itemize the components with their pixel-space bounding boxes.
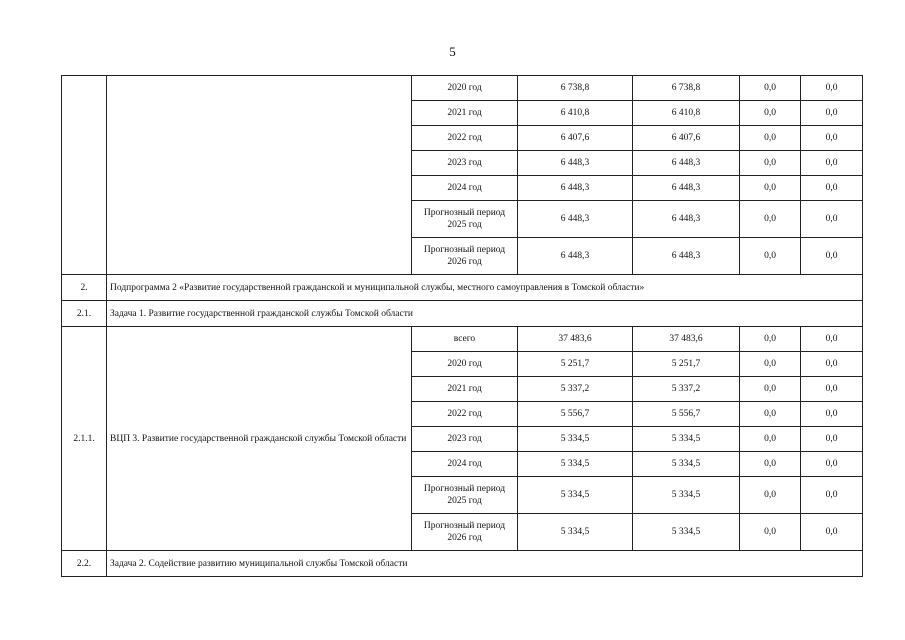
period-cell: 2021 год [412,377,518,402]
federal-value-cell: 0,0 [740,76,801,101]
task-number: 2.1. [62,301,107,327]
table-row [62,327,863,352]
period-cell: 2023 год [412,427,518,452]
total-value-cell: 37 483,6 [518,327,633,352]
local-value-cell: 0,0 [801,352,863,377]
regional-value-cell: 5 334,5 [633,514,740,551]
regional-value-cell: 6 448,3 [633,151,740,176]
total-value-cell: 6 448,3 [518,201,633,238]
period-cell: 2022 год [412,402,518,427]
total-value-cell: 5 334,5 [518,477,633,514]
period-label: Прогнозный период [423,208,506,218]
period-cell: 2024 год [412,176,518,201]
task-row [62,301,863,327]
measure-name: ВЦП 3. Развитие государственной гражданской службы Томской области [107,327,412,551]
federal-value-cell: 0,0 [740,352,801,377]
regional-value-cell: 6 448,3 [633,238,740,275]
local-value-cell: 0,0 [801,477,863,514]
local-value-cell: 0,0 [801,238,863,275]
regional-value-cell: 5 334,5 [633,477,740,514]
regional-value-cell: 37 483,6 [633,327,740,352]
total-value-cell: 6 448,3 [518,238,633,275]
federal-value-cell: 0,0 [740,126,801,151]
regional-value-cell: 6 407,6 [633,126,740,151]
local-value-cell: 0,0 [801,176,863,201]
period-cell [412,477,518,514]
period-year: 2025 год [447,220,482,230]
row-name-cell [107,76,412,275]
table-row [62,76,863,101]
page-number: 5 [449,44,456,59]
period-label: Прогнозный период [423,245,506,255]
local-value-cell: 0,0 [801,151,863,176]
subprogram-number: 2. [62,275,107,301]
federal-value-cell: 0,0 [740,402,801,427]
total-value-cell: 5 334,5 [518,514,633,551]
federal-value-cell: 0,0 [740,377,801,402]
regional-value-cell: 5 334,5 [633,427,740,452]
local-value-cell: 0,0 [801,126,863,151]
federal-value-cell: 0,0 [740,201,801,238]
total-value-cell: 5 556,7 [518,402,633,427]
period-cell [412,201,518,238]
local-value-cell: 0,0 [801,327,863,352]
period-year: 2026 год [447,257,482,267]
period-cell: 2023 год [412,151,518,176]
local-value-cell: 0,0 [801,427,863,452]
local-value-cell: 0,0 [801,201,863,238]
federal-value-cell: 0,0 [740,101,801,126]
period-cell: 2020 год [412,352,518,377]
federal-value-cell: 0,0 [740,452,801,477]
federal-value-cell: 0,0 [740,151,801,176]
regional-value-cell: 5 556,7 [633,402,740,427]
total-value-cell: 6 410,8 [518,101,633,126]
local-value-cell: 0,0 [801,76,863,101]
task-title: Задача 1. Развитие государственной гражданской службы Томской области [107,301,863,327]
period-year: 2026 год [447,533,482,543]
row-number-cell [62,76,107,275]
task-title: Задача 2. Содействие развитию муниципальной службы Томской области [107,551,863,577]
regional-value-cell: 6 448,3 [633,201,740,238]
federal-value-cell: 0,0 [740,514,801,551]
task-number: 2.2. [62,551,107,577]
period-cell: 2024 год [412,452,518,477]
federal-value-cell: 0,0 [740,238,801,275]
regional-value-cell: 6 448,3 [633,176,740,201]
regional-value-cell: 6 738,8 [633,76,740,101]
subprogram-title: Подпрограмма 2 «Развитие государственной гражданской и муниципальной службы, местного самоуправления в Томской области» [107,275,863,301]
federal-value-cell: 0,0 [740,327,801,352]
federal-value-cell: 0,0 [740,427,801,452]
period-year: 2025 год [447,496,482,506]
total-value-cell: 6 407,6 [518,126,633,151]
total-value-cell: 5 334,5 [518,452,633,477]
period-label: Прогнозный период [423,484,506,494]
federal-value-cell: 0,0 [740,176,801,201]
period-cell [412,238,518,275]
regional-value-cell: 5 334,5 [633,452,740,477]
period-cell [412,514,518,551]
regional-value-cell: 6 410,8 [633,101,740,126]
regional-value-cell: 5 337,2 [633,377,740,402]
total-value-cell: 5 334,5 [518,427,633,452]
regional-value-cell: 5 251,7 [633,352,740,377]
total-value-cell: 5 337,2 [518,377,633,402]
local-value-cell: 0,0 [801,514,863,551]
local-value-cell: 0,0 [801,101,863,126]
total-value-cell: 5 251,7 [518,352,633,377]
local-value-cell: 0,0 [801,377,863,402]
budget-table [61,75,863,577]
total-value-cell: 6 448,3 [518,176,633,201]
period-cell: всего [412,327,518,352]
measure-number: 2.1.1. [62,327,107,551]
local-value-cell: 0,0 [801,402,863,427]
task-row [62,551,863,577]
total-value-cell: 6 448,3 [518,151,633,176]
total-value-cell: 6 738,8 [518,76,633,101]
local-value-cell: 0,0 [801,452,863,477]
federal-value-cell: 0,0 [740,477,801,514]
period-cell: 2020 год [412,76,518,101]
period-cell: 2021 год [412,101,518,126]
period-cell: 2022 год [412,126,518,151]
period-label: Прогнозный период [423,521,506,531]
subprogram-row [62,275,863,301]
